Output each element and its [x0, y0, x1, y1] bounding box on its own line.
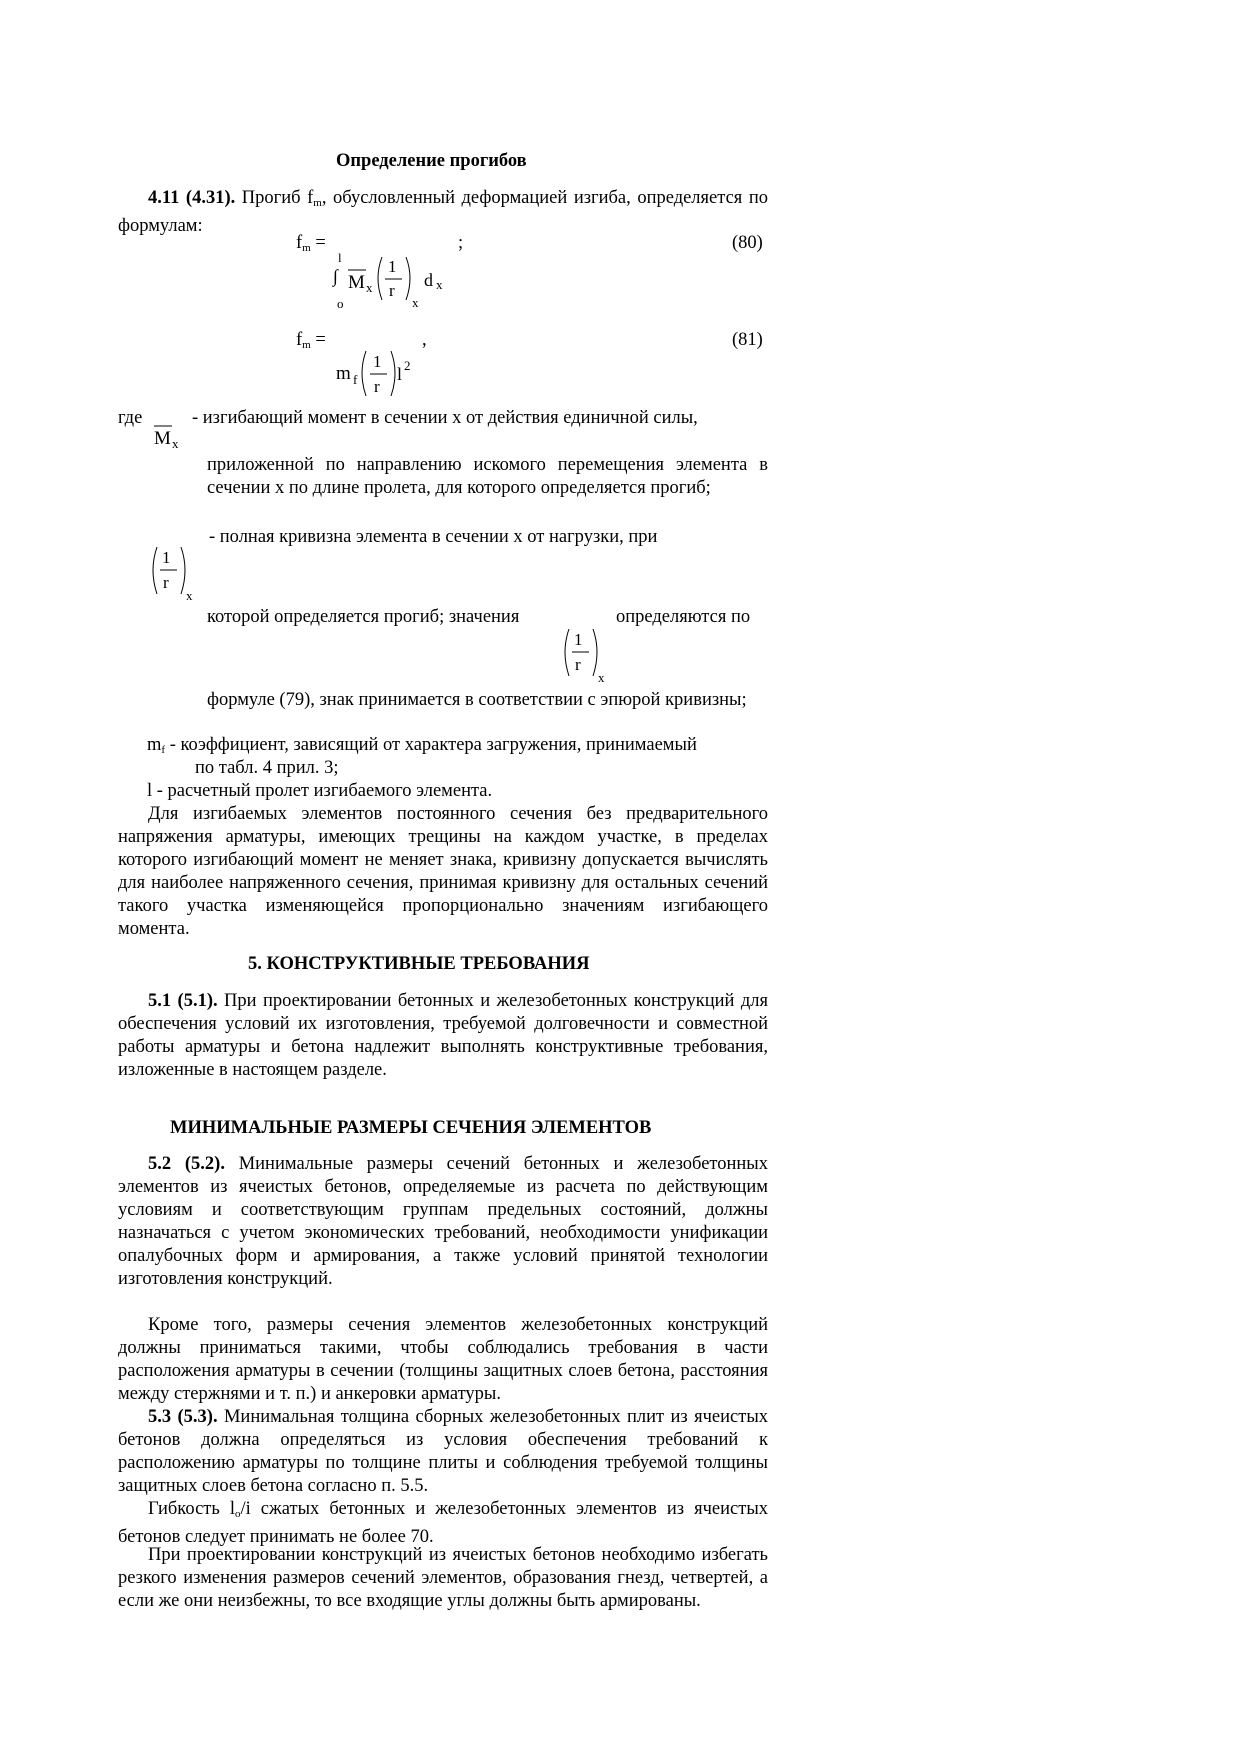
svg-text:x: x [436, 277, 443, 292]
eq81-number: (81) [732, 330, 763, 350]
heading-deflection: Определение прогибов [336, 151, 527, 171]
eq80-number: (80) [732, 233, 763, 253]
clause-number: 4.11 (4.31). [148, 188, 236, 208]
svg-text:2: 2 [404, 358, 411, 373]
svg-text:r: r [575, 655, 581, 674]
eq80-lhs: $f_m$ = [296, 233, 326, 254]
svg-text:r: r [163, 573, 169, 592]
m-bar: M [348, 272, 365, 293]
paragraph-cellular-design: При проектировании конструкций из ячеистых бетонов необходимо избегать резкого изменения размеров сечений элементов, образования гнезд, четвертей, а если же они неизбежны, то все входящие углы должны быть армированы. [118, 1545, 768, 1611]
svg-text:r: r [374, 377, 380, 396]
curvature-def-line1: - полная кривизна элемента в сечении x от нагрузки, при [209, 527, 658, 547]
paragraph-moreover: Кроме того, размеры сечения элементов железобетонных конструкций должны приниматься такими, чтобы соблюдались требования в части расположения арматуры в сечении (толщины защитных слоев бетона, расстояния между стержнями и т. п.) и анкеровки арматуры. [118, 1315, 768, 1404]
svg-text:r: r [389, 281, 395, 300]
curvature-symbol [148, 544, 198, 602]
mf-def-line1: $m_f$ - коэффициент, зависящий от характера загружения, принимаемый [147, 735, 697, 756]
curvature-def-line2a: которой определяется прогиб; значения [207, 607, 520, 627]
svg-text:x: x [186, 588, 193, 602]
paragraph-bending: Для изгибаемых элементов постоянного сечения без предварительного напряжения арматуры, имеющих трещины на каждом участке, в пределах которого изгибающий момент не меняет знака, кривизну допускается вычислять для наиболее напряженного сечения, принимая кривизну для остальных сечений такого участка изменяющейся пропорционально значениям изгибающего момента. [118, 804, 768, 939]
eq80-punct: ; [458, 233, 464, 253]
svg-text:1: 1 [373, 352, 382, 371]
integral-sign: ∫ [333, 266, 338, 286]
eq80-formula [330, 252, 460, 314]
svg-text:1: 1 [162, 548, 171, 567]
paragraph-4-11: 4.11 (4.31). Прогиб $f_m$, обусловленный деформацией изгиба, определяется по формулам: [118, 188, 768, 236]
mx-def-line1: - изгибающий момент в сечении x от действия единичной силы, [192, 408, 698, 428]
heading-min-sizes: МИНИМАЛЬНЫЕ РАЗМЕРЫ СЕЧЕНИЯ ЭЛЕМЕНТОВ [170, 1118, 652, 1138]
l-def: l - расчетный пролет изгибаемого элемента. [147, 781, 493, 801]
curvature-inline-symbol [560, 626, 610, 684]
svg-text:d: d [424, 270, 433, 290]
eq81-punct: , [422, 330, 427, 350]
svg-text:x: x [412, 295, 419, 310]
m-x-bar-symbol [152, 422, 188, 450]
svg-text:x: x [366, 280, 373, 295]
upper-limit: l [338, 252, 342, 265]
paragraph-5-2: 5.2 (5.2). Минимальные размеры сечений бетонных и железобетонных элементов из ячеистых бетонов, определяемые из расчета по действующим условиям и соответствующим группам предельных состояний, должны назначаться с учетом экономических требований, необходимости унификации опалубочных форм и армирования, а также условий принятой технологии изготовления конструкций. [118, 1154, 768, 1289]
mf-def-line2: по табл. 4 прил. 3; [195, 758, 339, 778]
heading-section-5: 5. КОНСТРУКТИВНЫЕ ТРЕБОВАНИЯ [248, 954, 590, 974]
svg-text:x: x [172, 436, 179, 450]
svg-text:1: 1 [574, 630, 583, 649]
paragraph-flexibility: Гибкость $l_o/i$ сжатых бетонных и железобетонных элементов из ячеистых бетонов следует принимать не более 70. [118, 1499, 769, 1547]
paragraph-5-3: 5.3 (5.3). Минимальная толщина сборных железобетонных плит из ячеистых бетонов должна определяться из условия обеспечения требований к расположению арматуры по толщине плиты и соблюдения требуемой толщины защитных слоев бетона согласно п. 5.5. [118, 1407, 768, 1496]
svg-text:x: x [598, 670, 605, 684]
eq81-formula [334, 346, 424, 404]
curvature-def-line3: формуле (79), знак принимается в соответствии с эпюрой кривизны; [207, 690, 747, 710]
where-label: где [118, 408, 143, 428]
curvature-def-line2b: определяются по [616, 607, 751, 627]
svg-text:1: 1 [388, 257, 397, 276]
svg-text:f: f [353, 372, 358, 387]
mx-def-cont: приложенной по направлению искомого перемещения элемента в сечении x по длине пролета, для которого определяется прогиб; [207, 455, 768, 498]
paragraph-5-1: 5.1 (5.1). При проектировании бетонных и железобетонных конструкций для обеспечения условий их изготовления, требуемой долговечности и совместной работы арматуры и бетона надлежит выполнять конструктивные требования, изложенные в настоящем разделе. [118, 991, 768, 1080]
svg-text:M: M [154, 428, 171, 449]
lower-limit: o [337, 296, 344, 311]
eq81-lhs: $f_m$ = [296, 330, 326, 351]
svg-text:l: l [397, 364, 403, 384]
svg-text:m: m [336, 363, 351, 384]
